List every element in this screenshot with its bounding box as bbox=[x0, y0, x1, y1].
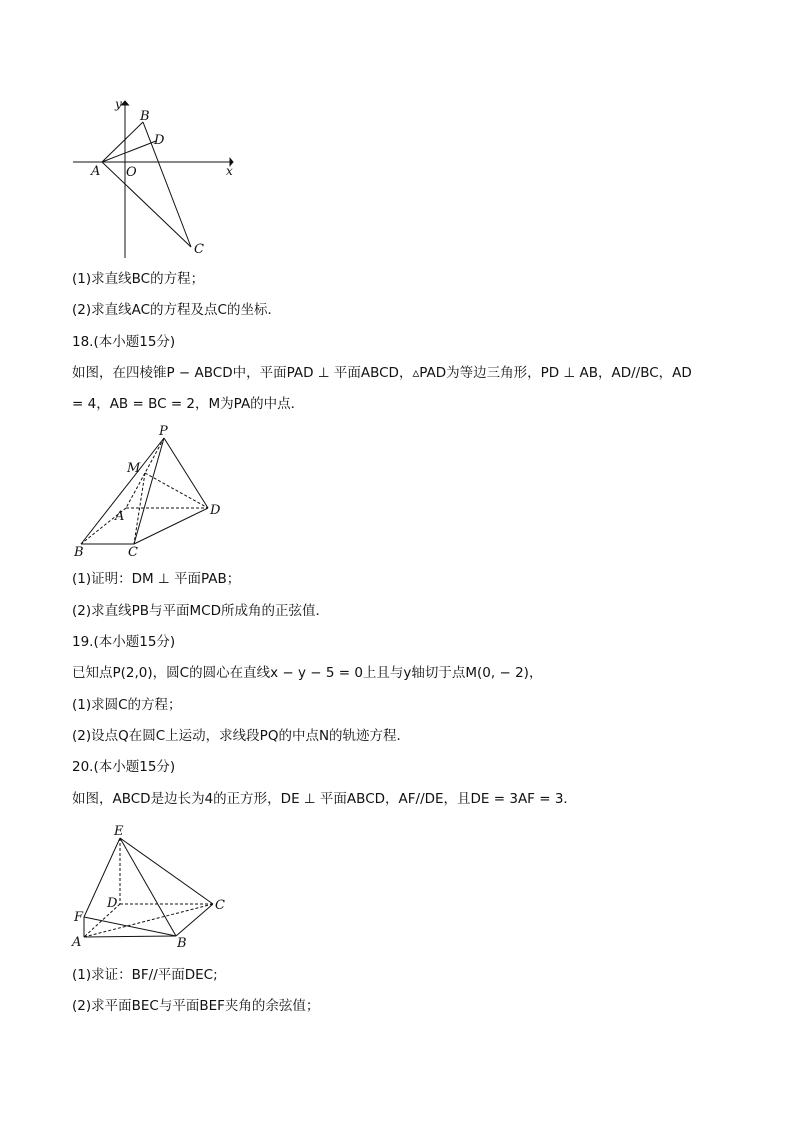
label-B: B bbox=[140, 109, 150, 124]
y-axis-arrow bbox=[122, 101, 129, 105]
edge-FB bbox=[84, 917, 176, 936]
coordinate-figure bbox=[70, 95, 245, 265]
label-A: A bbox=[72, 935, 82, 950]
label-B: B bbox=[177, 936, 187, 951]
edge-EB bbox=[120, 838, 176, 936]
segment-BC bbox=[143, 122, 191, 247]
label-D: D bbox=[210, 503, 221, 518]
label-C: C bbox=[128, 545, 138, 560]
edge-PB bbox=[81, 438, 164, 544]
label-P: P bbox=[159, 424, 168, 439]
label-A: A bbox=[115, 509, 125, 524]
p20-stem: 如图，ABCD是边长为4的正方形，DE ⊥ 平面ABCD，AF//DE，且DE = 3AF = 3． bbox=[72, 791, 577, 807]
label-M: M bbox=[127, 461, 141, 476]
p18-stem-line-1: 如图，在四棱锥P − ABCD中，平面PAD ⊥ 平面ABCD，▵PAD为等边三角形，PD ⊥ AB，AD//BC，AD bbox=[72, 365, 692, 381]
p20-question-2: (2)求平面BEC与平面BEF夹角的余弦值； bbox=[72, 998, 320, 1014]
p19-question-1: (1)求圆C的方程； bbox=[72, 697, 182, 713]
p18-header: 18.(本小题15分) bbox=[72, 334, 176, 350]
p19-stem: 已知点P(2,0)，圆C的圆心在直线x − y − 5 = 0上且与y轴切于点M(0, − 2)， bbox=[72, 665, 543, 681]
label-A: A bbox=[91, 164, 101, 179]
p19-header: 19.(本小题15分) bbox=[72, 634, 176, 650]
label-y: y bbox=[115, 97, 122, 111]
label-D: D bbox=[107, 896, 118, 911]
edge-BC bbox=[176, 904, 213, 936]
segment-MD bbox=[145, 473, 208, 508]
edge-PC bbox=[134, 438, 164, 544]
edge-CD bbox=[134, 508, 208, 544]
p19-question-2: (2)设点Q在圆C上运动，求线段PQ的中点N的轨迹方程． bbox=[72, 728, 411, 744]
p18-question-2: (2)求直线PB与平面MCD所成角的正弦值． bbox=[72, 603, 329, 619]
label-C: C bbox=[215, 898, 225, 913]
edge-PD bbox=[164, 438, 208, 508]
segment-AB bbox=[102, 122, 143, 162]
edge-AB bbox=[84, 936, 176, 937]
label-D: D bbox=[154, 133, 165, 148]
label-x: x bbox=[226, 164, 233, 178]
segment-AC bbox=[102, 162, 191, 247]
edge-EC bbox=[120, 838, 213, 904]
label-C: C bbox=[194, 242, 204, 257]
p20-header: 20.(本小题15分) bbox=[72, 759, 176, 775]
label-F: F bbox=[74, 910, 84, 925]
p17-question-2: (2)求直线AC的方程及点C的坐标． bbox=[72, 302, 281, 318]
pyramid-figure bbox=[70, 422, 230, 562]
segment-AD bbox=[102, 141, 156, 162]
label-O: O bbox=[126, 165, 137, 180]
p17-question-1: (1)求直线BC的方程； bbox=[72, 271, 205, 287]
p20-question-1: (1)求证：BF//平面DEC; bbox=[72, 967, 218, 983]
label-B: B bbox=[74, 545, 84, 560]
p18-question-1: (1)证明：DM ⊥ 平面PAB； bbox=[72, 571, 241, 587]
solid-figure bbox=[68, 820, 233, 952]
label-E: E bbox=[114, 824, 124, 839]
p18-stem-line-2: = 4，AB = BC = 2，M为PA的中点． bbox=[72, 396, 305, 412]
